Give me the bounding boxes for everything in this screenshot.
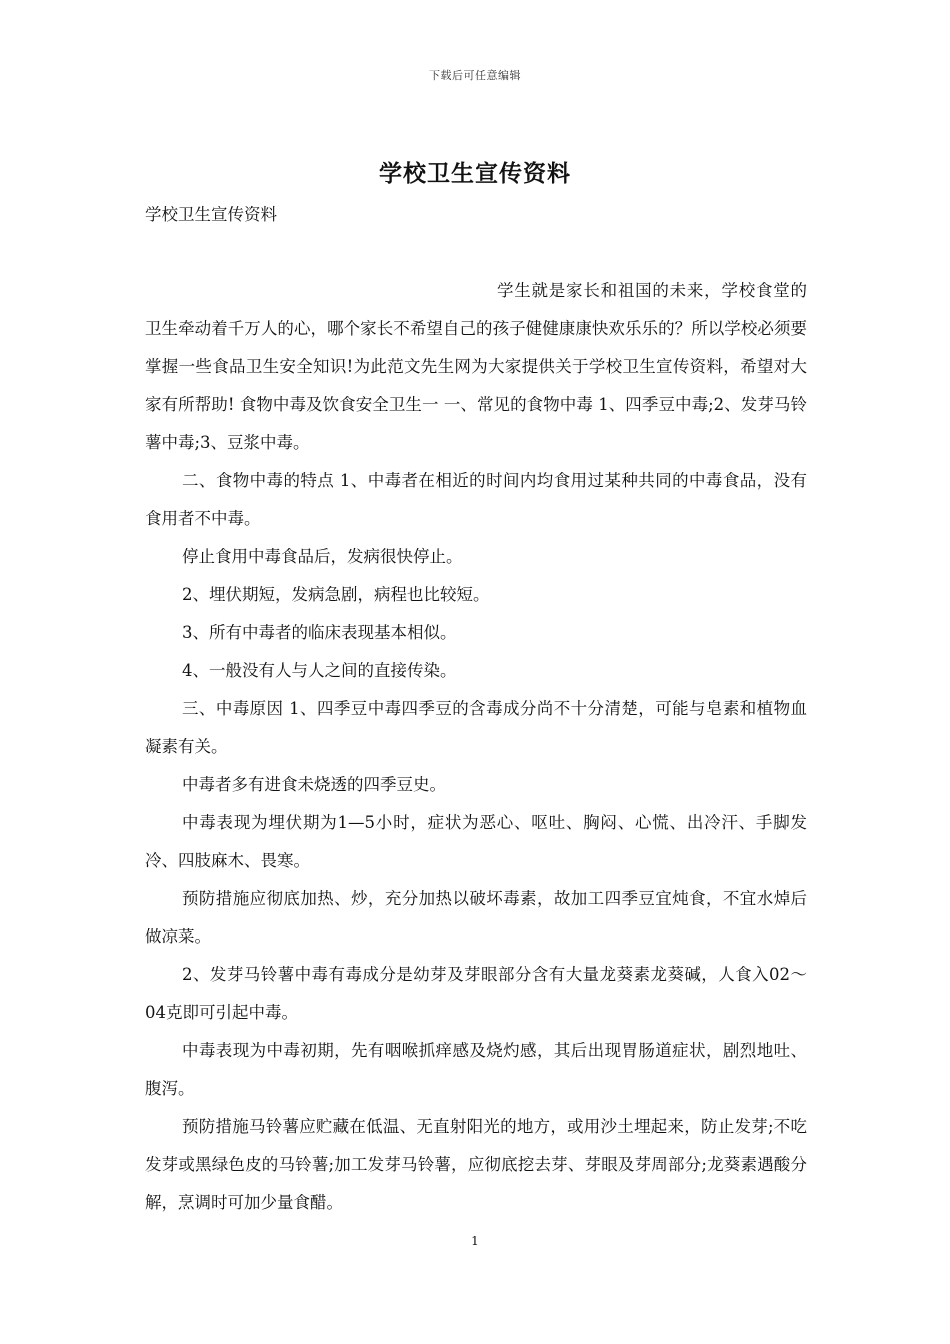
paragraph: 4、一般没有人与人之间的直接传染。: [182, 661, 457, 680]
page-number: 1: [471, 1234, 479, 1248]
paragraph: 学生就是家长和祖国的未来，学校食堂的卫生牵动着千万人的心，哪个家长不希望自己的孩子健健康康快欢乐乐的？所以学校必须要掌握一些食品卫生安全知识!为此范文先生网为大家提供关于学校卫生宣传资料，希望对大家有所帮助! 食物中毒及饮食安全卫生一 一、常见的食物中毒 1、四季豆中毒;2、发芽马铃薯中毒;3、豆浆中毒。: [145, 281, 807, 452]
paragraph: 二、食物中毒的特点 1、中毒者在相近的时间内均食用过某种共同的中毒食品，没有食用者不中毒。: [145, 471, 807, 528]
document-subtitle: 学校卫生宣传资料: [145, 205, 277, 224]
paragraph: 中毒者多有进食未烧透的四季豆史。: [182, 775, 446, 794]
header-note: 下载后可任意编辑: [429, 69, 521, 82]
paragraph: 中毒表现为中毒初期，先有咽喉抓痒感及烧灼感，其后出现胃肠道症状，剧烈地吐、腹泻。: [145, 1041, 807, 1098]
paragraph: 3、所有中毒者的临床表现基本相似。: [182, 623, 457, 642]
paragraph: 三、中毒原因 1、四季豆中毒四季豆的含毒成分尚不十分清楚，可能与皂素和植物血凝素有关。: [145, 699, 807, 756]
paragraph: 2、埋伏期短，发病急剧，病程也比较短。: [182, 585, 490, 604]
document-title: 学校卫生宣传资料: [379, 160, 571, 187]
paragraph: 预防措施应彻底加热、炒，充分加热以破坏毒素，故加工四季豆宜炖食，不宜水焯后做凉菜。: [145, 889, 807, 946]
paragraph: 2、发芽马铃薯中毒有毒成分是幼芽及芽眼部分含有大量龙葵素龙葵碱，人食入02～04克即可引起中毒。: [145, 965, 807, 1022]
paragraph: 中毒表现为埋伏期为1—5小时，症状为恶心、呕吐、胸闷、心慌、出冷汗、手脚发冷、四肢麻木、畏寒。: [145, 813, 807, 870]
document-body: [145, 272, 807, 1222]
paragraph: 停止食用中毒食品后，发病很快停止。: [182, 547, 463, 566]
paragraph: 预防措施马铃薯应贮藏在低温、无直射阳光的地方，或用沙土埋起来，防止发芽;不吃发芽或黑绿色皮的马铃薯;加工发芽马铃薯，应彻底挖去芽、芽眼及芽周部分;龙葵素遇酸分解，烹调时可加少量食醋。: [145, 1117, 807, 1212]
